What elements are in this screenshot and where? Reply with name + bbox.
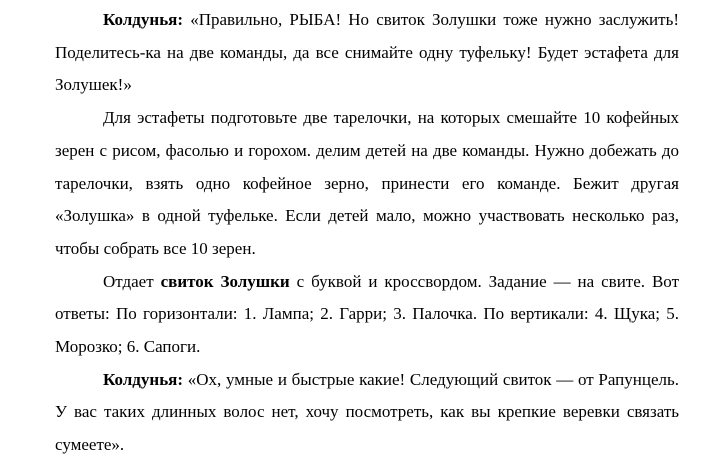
paragraph-scroll-answers [55, 266, 679, 364]
instructions-text: Для эстафеты подготовьте две тарелочки, на которых смешайте 10 кофейных зерен с рисом, фасолью и горохом. делим детей на две команды. Нужно добежать до тарелочки, взять одно кофейное зерно, принести его команде. Бежит другая «Золушка» в одной туфельке. Если детей мало, можно участвовать несколько раз, чтобы собрать все 10 зерен. [55, 108, 679, 258]
speaker-label: Колдунья: [103, 369, 184, 389]
document-page [55, 4, 679, 462]
paragraph-witch-speech-1 [55, 4, 679, 102]
speech-text: «Правильно, РЫБА! Но свиток Золушки тоже нужно заслужить! Поделитесь-ка на две команды, да все снимайте одну туфельку! Будет эстафета для Золушек!» [55, 10, 679, 95]
speaker-label: Колдунья: [103, 10, 184, 29]
speech-text: «Ох, умные и быстрые какие! Следующий свиток — от Рапунцель. У вас таких длинных волос нет, хочу посмотреть, как вы крепкие веревки связать сумеете». [55, 369, 679, 455]
paragraph-relay-instructions [55, 102, 679, 266]
answers-text-after: с буквой и кроссвордом. Задание — на свите. Вот ответы: По горизонтали: 1. Лампа; 2. Гарри; 3. Палочка. По вертикали: 4. Щука; 5. Морозко; 6. Сапоги. [55, 271, 680, 357]
answers-text-before: Отдает [103, 271, 161, 291]
paragraph-witch-speech-2 [55, 364, 679, 462]
scroll-name: свиток Золушки [160, 271, 290, 291]
